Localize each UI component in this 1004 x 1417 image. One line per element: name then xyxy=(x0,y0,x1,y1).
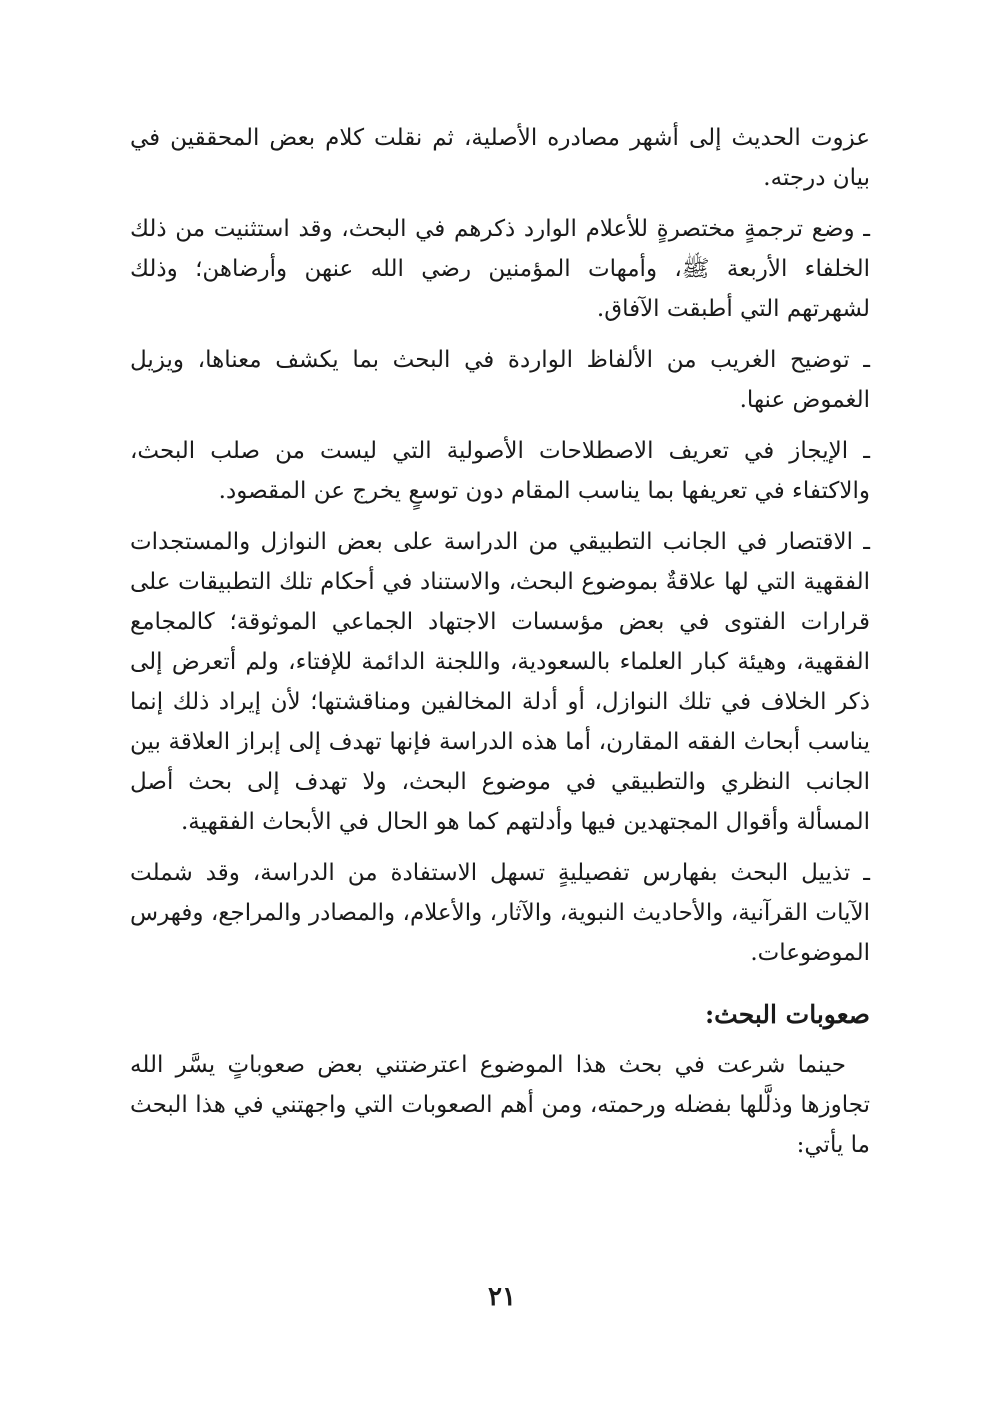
paragraph-applied-side: ـ الاقتصار في الجانب التطبيقي من الدراسة على بعض النوازل والمستجدات الفقهية التي لها علاقةٌ بموضوع البحث، والاستناد في أحكام تلك التطبيقات على قرارات الفتوى في بعض مؤسسات الاجتهاد الجماعي الموثوقة؛ كالمجامع الفقهية، وهيئة كبار العلماء بالسعودية، واللجنة الدائمة للإفتاء، ولم أتعرض إلى ذكر الخلاف في تلك النوازل، أو أدلة المخالفين ومناقشتها؛ لأن إيراد ذلك إنما يناسب أبحاث الفقه المقارن، أما هذه الدراسة فإنها تهدف إلى إبراز العلاقة بين الجانب النظري والتطبيقي في موضوع البحث، ولا تهدف إلى بحث أصل المسألة وأقوال المجتهدين فيها وأدلتهم كما هو الحال في الأبحاث الفقهية. xyxy=(130,529,870,835)
paragraph-difficulties-intro: حينما شرعت في بحث هذا الموضوع اعترضتني بعض صعوباتٍ يسَّر الله تجاوزها وذلَّلها بفضله ورحمته، ومن أهم الصعوبات التي واجهتني في هذا البحث ما يأتي: xyxy=(130,1052,870,1158)
paragraph-obscure-words: ـ توضيح الغريب من الألفاظ الواردة في البحث بما يكشف معناها، ويزيل الغموض عنها. xyxy=(130,347,870,413)
section-heading-difficulties: صعوبات البحث: xyxy=(704,1000,870,1029)
paragraph-hadith-sourcing: عزوت الحديث إلى أشهر مصادره الأصلية، ثم نقلت كلام بعض المحققين في بيان درجته. xyxy=(130,125,870,191)
paragraph-indexes: ـ تذييل البحث بفهارس تفصيليةٍ تسهل الاستفادة من الدراسة، وقد شملت الآيات القرآنية، والأحاديث النبوية، والآثار، والأعلام، والمصادر والمراجع، وفهرس الموضوعات. xyxy=(130,860,870,966)
paragraph-biographies: ـ وضع ترجمةٍ مختصرةٍ للأعلام الوارد ذكرهم في البحث، وقد استثنيت من ذلك الخلفاء الأربعة ﷺ، وأمهات المؤمنين رضي الله عنهن وأرضاهن؛ وذلك لشهرتهم التي أطبقت الآفاق. xyxy=(130,216,870,322)
page-number: ٢١ xyxy=(488,1282,516,1312)
paragraph-definitions: ـ الإيجاز في تعريف الاصطلاحات الأصولية التي ليست من صلب البحث، والاكتفاء في تعريفها بما يناسب المقام دون توسعٍ يخرج عن المقصود. xyxy=(130,438,870,504)
page-body xyxy=(130,118,870,1176)
